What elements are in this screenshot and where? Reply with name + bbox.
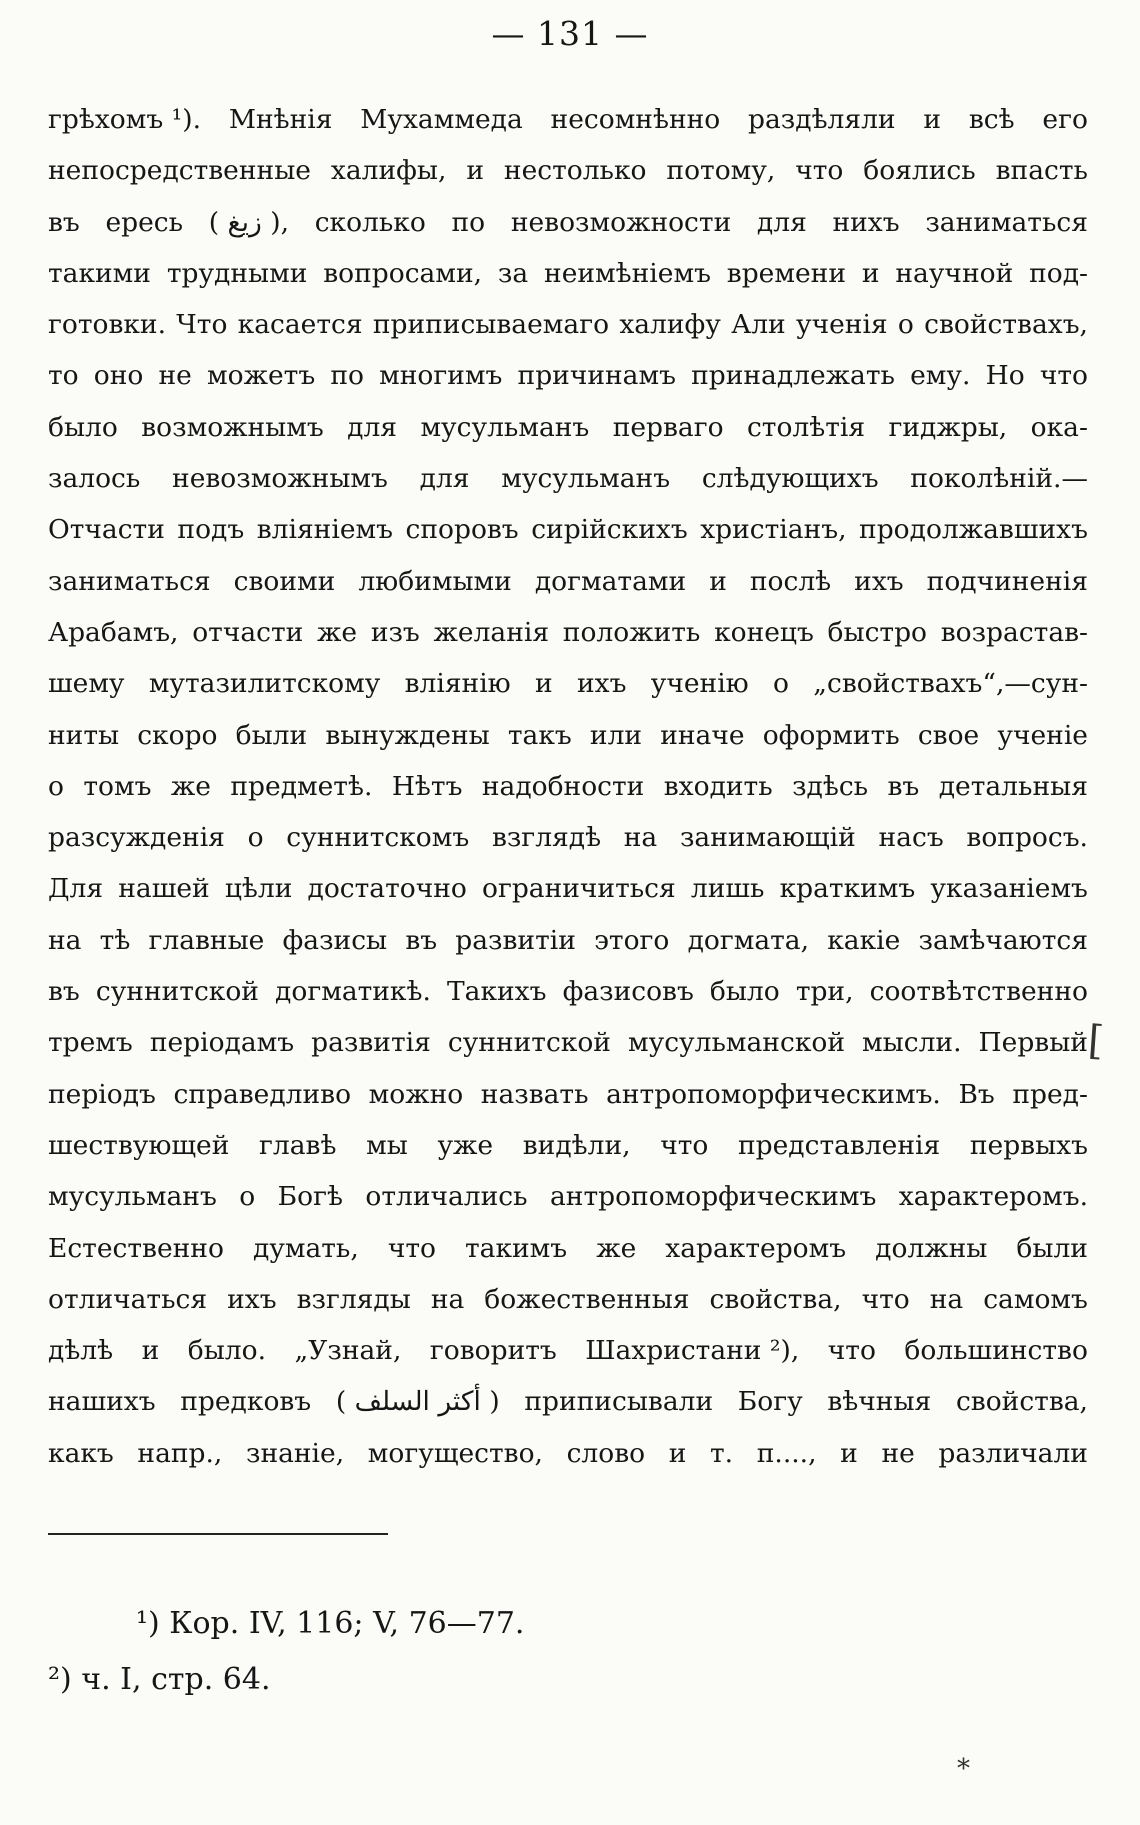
word: знаніе,: [245, 1437, 345, 1469]
word: о: [773, 668, 789, 700]
word: вынуждены: [325, 719, 490, 751]
word: ниты: [48, 719, 120, 751]
word: Богѣ: [277, 1181, 343, 1213]
word: тѣ: [99, 924, 131, 956]
word: халифы,: [330, 155, 447, 187]
word: антропоморфическимъ.: [606, 1078, 941, 1110]
word: должны: [875, 1232, 988, 1264]
word: томъ: [83, 770, 152, 802]
word: несомнѣнно: [550, 104, 721, 135]
word: готовки.: [48, 309, 167, 341]
word: разсужденія: [48, 822, 225, 854]
text-line: [48, 1120, 1088, 1171]
word: о: [239, 1181, 256, 1213]
text-line: [48, 197, 1088, 248]
word: большинство: [904, 1335, 1088, 1367]
word: ихъ: [227, 1283, 277, 1315]
word: всѣ: [968, 104, 1015, 135]
word: замѣчаются: [918, 924, 1088, 956]
word: же: [317, 616, 358, 648]
word: заниматься: [925, 206, 1088, 238]
word: приписывали: [524, 1386, 714, 1418]
word: достаточно: [307, 873, 467, 905]
word: и: [923, 104, 942, 135]
word: Что: [176, 309, 228, 341]
word: Шахристани ²),: [585, 1335, 800, 1367]
word: сирійскихъ: [531, 514, 688, 546]
word: дѣлѣ: [48, 1335, 114, 1367]
word: ока-: [1030, 411, 1088, 443]
text-line: [48, 1325, 1088, 1376]
word: раздѣляли: [748, 104, 896, 135]
footnote-2: ²) ч. I, стр. 64.: [48, 1662, 271, 1697]
word: въ: [405, 924, 438, 956]
word: главѣ: [259, 1129, 337, 1161]
word: могущество,: [367, 1437, 543, 1469]
word: краткимъ: [779, 873, 916, 905]
word: ересь: [105, 206, 184, 238]
word: божественныя: [484, 1283, 690, 1315]
word: ограничиться: [481, 873, 676, 905]
word: своими: [233, 565, 336, 597]
word: развитіи: [455, 924, 576, 956]
word: такими: [48, 257, 151, 289]
star-mark: *: [957, 1754, 970, 1784]
word: было.: [187, 1335, 267, 1367]
word: для: [756, 206, 807, 238]
word: предковъ: [180, 1386, 312, 1418]
text-line: [48, 1017, 1088, 1068]
text-line: [48, 94, 1088, 145]
word: догматикѣ.: [275, 976, 431, 1008]
word: вѣчныя: [827, 1386, 932, 1418]
word: самомъ: [983, 1283, 1088, 1315]
word: различали: [938, 1437, 1088, 1469]
word: то: [48, 360, 79, 392]
word: нашей: [118, 873, 210, 905]
word: конецъ: [714, 616, 814, 648]
margin-bracket-mark: [: [1086, 1017, 1106, 1065]
word: научной: [895, 257, 1014, 289]
word: указаніемъ: [930, 873, 1088, 905]
word: вопросъ.: [966, 822, 1088, 854]
text-line: [48, 1171, 1088, 1222]
word: не: [158, 360, 192, 392]
word: что: [795, 155, 844, 187]
word: и: [141, 1335, 160, 1367]
word: скоро: [137, 719, 218, 751]
word: отличаться: [48, 1283, 208, 1315]
word: свойства,: [955, 1386, 1088, 1418]
word: говоритъ: [429, 1335, 557, 1367]
word: ихъ: [576, 668, 627, 700]
word: Арабамъ,: [48, 616, 179, 648]
word: первыхъ: [969, 1129, 1088, 1161]
word: было: [709, 976, 780, 1008]
word: ихъ: [854, 565, 904, 597]
word: времени: [726, 257, 846, 289]
footnote-1: ¹) Кор. IV, 116; V, 76—77.: [136, 1606, 525, 1641]
word: фазисы: [282, 924, 388, 956]
word: же: [170, 770, 211, 802]
word: халифу: [619, 309, 721, 341]
text-line: [48, 1223, 1088, 1274]
word: продолжавшихъ: [859, 514, 1088, 546]
word: фазисовъ: [562, 976, 694, 1008]
word: слово: [566, 1437, 646, 1469]
text-line: [48, 299, 1088, 350]
word: свойства,: [709, 1283, 842, 1315]
word: и: [709, 565, 727, 597]
text-line: [48, 402, 1088, 453]
word: было: [48, 411, 118, 443]
word: надобности: [481, 770, 645, 802]
word: вліяніемъ: [256, 514, 393, 546]
word: можно: [368, 1078, 464, 1110]
word: антропоморфическимъ: [550, 1181, 877, 1213]
text-line: [48, 607, 1088, 658]
word: представленія: [737, 1129, 941, 1161]
text-line: [48, 966, 1088, 1017]
word: суннитской: [95, 976, 259, 1008]
word: принадлежать: [691, 360, 895, 392]
word: что: [861, 1283, 910, 1315]
word: нашихъ: [48, 1386, 156, 1418]
word: для: [419, 463, 470, 495]
word: Такихъ: [446, 976, 547, 1008]
word: „Узнай,: [294, 1335, 402, 1367]
word: шествующей: [48, 1129, 230, 1161]
word: подъ: [177, 514, 245, 546]
word: ученія: [796, 309, 888, 341]
word: или: [589, 719, 643, 751]
word: входить: [663, 770, 773, 802]
word: суннитской: [447, 1027, 611, 1059]
word: цѣли: [224, 873, 293, 905]
word: этого: [594, 924, 670, 956]
word: на: [48, 924, 82, 956]
word: видѣли,: [522, 1129, 631, 1161]
word: ученію: [650, 668, 749, 700]
word: характеромъ.: [898, 1181, 1088, 1213]
text-line: [48, 1428, 1088, 1479]
word: періодъ: [48, 1078, 156, 1110]
footnote-rule: [48, 1533, 388, 1535]
word: же: [596, 1232, 637, 1264]
word: перваго: [612, 411, 724, 443]
word: мутазилитскому: [148, 668, 381, 700]
text-line: [48, 453, 1088, 504]
word: причинамъ: [517, 360, 676, 392]
word: соотвѣтственно: [869, 976, 1088, 1008]
word: касается: [237, 309, 363, 341]
word: Для: [48, 873, 104, 905]
word: въ: [887, 770, 920, 802]
word: развитія: [311, 1027, 431, 1059]
word: любимыми: [358, 565, 512, 597]
word: боялись: [863, 155, 976, 187]
footnotes: [48, 1596, 1048, 1708]
word: взглядѣ: [491, 822, 602, 854]
word: мусульманской: [628, 1027, 845, 1059]
word: ученіе: [997, 719, 1088, 751]
word: ( أكثر السلف ): [335, 1386, 500, 1418]
word: отличались: [365, 1181, 528, 1213]
text-line: [48, 248, 1088, 299]
word: неимѣніемъ: [544, 257, 711, 289]
text-line: [48, 710, 1088, 761]
word: грѣхомъ ¹).: [48, 104, 202, 135]
word: поколѣній.—: [910, 463, 1088, 495]
word: и: [668, 1437, 687, 1469]
word: какіе: [827, 924, 901, 956]
word: Нѣтъ: [391, 770, 463, 802]
text-line: [48, 1274, 1088, 1325]
word: характеромъ: [665, 1232, 847, 1264]
word: вопросами,: [323, 257, 483, 289]
word: иначе: [660, 719, 745, 751]
word: и: [535, 668, 553, 700]
word: Али: [731, 309, 786, 341]
word: что: [387, 1232, 436, 1264]
word: потому,: [666, 155, 776, 187]
word: думать,: [252, 1232, 359, 1264]
word: христіанъ,: [700, 514, 847, 546]
word: нестолько: [503, 155, 647, 187]
word: назвать: [480, 1078, 589, 1110]
word: приписываемаго: [372, 309, 610, 341]
word: насъ: [878, 822, 944, 854]
word: нихъ: [832, 206, 900, 238]
page-number: — 131 —: [491, 14, 649, 53]
word: сколько: [314, 206, 426, 238]
word: по: [451, 206, 486, 238]
text-line: [48, 915, 1088, 966]
word: на: [430, 1283, 465, 1315]
word: Первый: [978, 1027, 1088, 1059]
word: шему: [48, 668, 125, 700]
word: были: [235, 719, 308, 751]
word: справедливо: [173, 1078, 352, 1110]
word: Мухаммеда: [360, 104, 523, 135]
word: залось: [48, 463, 141, 495]
word: мусульманъ: [501, 463, 671, 495]
word: какъ: [48, 1437, 114, 1469]
word: предметѣ.: [230, 770, 373, 802]
word: ( زيغ ),: [208, 206, 289, 238]
word: что: [1039, 360, 1088, 392]
word: такъ: [507, 719, 572, 751]
word: по: [330, 360, 364, 392]
word: были: [1016, 1232, 1088, 1264]
word: догмата,: [687, 924, 810, 956]
word: три,: [795, 976, 854, 1008]
word: занимающій: [679, 822, 856, 854]
word: трудными: [166, 257, 308, 289]
word: въ: [48, 206, 80, 238]
word: здѣсь: [792, 770, 869, 802]
word: Богу: [737, 1386, 803, 1418]
word: споровъ: [405, 514, 519, 546]
word: мусульманъ: [48, 1181, 217, 1213]
word: главные: [148, 924, 265, 956]
word: ему.: [910, 360, 971, 392]
word: Но: [985, 360, 1025, 392]
word: отчасти: [192, 616, 304, 648]
word: мы: [366, 1129, 408, 1161]
word: многимъ: [379, 360, 503, 392]
text-line: [48, 1069, 1088, 1120]
word: за: [497, 257, 529, 289]
word: столѣтія: [746, 411, 866, 443]
word: тремъ: [48, 1027, 133, 1059]
word: изъ: [370, 616, 420, 648]
word: на: [929, 1283, 964, 1315]
word: слѣдующихъ: [701, 463, 879, 495]
word: п....,: [756, 1437, 817, 1469]
word: т.: [710, 1437, 734, 1469]
word: невозможнымъ: [172, 463, 388, 495]
word: о: [247, 822, 264, 854]
word: взгляды: [296, 1283, 411, 1315]
text-line: [48, 812, 1088, 863]
word: возрастав-: [940, 616, 1088, 648]
word: и: [861, 257, 880, 289]
word: пред-: [1012, 1078, 1088, 1110]
word: не: [881, 1437, 915, 1469]
text-line: [48, 863, 1088, 914]
word: что: [660, 1129, 709, 1161]
word: Мнѣнія: [228, 104, 333, 135]
word: и: [840, 1437, 858, 1469]
word: непосредственные: [48, 155, 311, 187]
word: свойствахъ,: [924, 309, 1088, 341]
word: догматами: [534, 565, 687, 597]
word: возможнымъ: [141, 411, 324, 443]
word: въ: [48, 976, 80, 1008]
word: что: [827, 1335, 876, 1367]
word: и: [466, 155, 484, 187]
word: вліянію: [404, 668, 511, 700]
body-text: [48, 94, 1088, 1479]
word: под-: [1029, 257, 1088, 289]
word: Отчасти: [48, 514, 165, 546]
word: быстро: [827, 616, 928, 648]
word: свое: [917, 719, 980, 751]
word: „свойствахъ“,—сун-: [813, 668, 1088, 700]
text-line: [48, 761, 1088, 812]
word: мусульманъ: [420, 411, 590, 443]
word: гиджры,: [888, 411, 1008, 443]
word: мысли.: [862, 1027, 962, 1059]
word: впасть: [995, 155, 1088, 187]
word: желанія: [433, 616, 550, 648]
word: послѣ: [749, 565, 832, 597]
text-line: [48, 350, 1088, 401]
word: на: [623, 822, 658, 854]
text-line: [48, 504, 1088, 555]
word: напр.,: [137, 1437, 223, 1469]
word: о: [48, 770, 64, 802]
text-line: [48, 556, 1088, 607]
text-line: [48, 145, 1088, 196]
word: положить: [562, 616, 701, 648]
word: уже: [437, 1129, 494, 1161]
word: Естественно: [48, 1232, 224, 1264]
word: такимъ: [465, 1232, 568, 1264]
word: Въ: [958, 1078, 995, 1110]
word: детальныя: [938, 770, 1088, 802]
word: невозможности: [510, 206, 732, 238]
text-line: [48, 1376, 1088, 1427]
word: лишь: [690, 873, 765, 905]
word: оно: [93, 360, 144, 392]
word: для: [347, 411, 398, 443]
word: можетъ: [207, 360, 316, 392]
word: о: [897, 309, 914, 341]
word: періодамъ: [149, 1027, 295, 1059]
word: суннитскомъ: [286, 822, 470, 854]
word: подчиненія: [926, 565, 1088, 597]
word: заниматься: [48, 565, 211, 597]
text-line: [48, 658, 1088, 709]
word: его: [1042, 104, 1088, 135]
word: оформить: [762, 719, 900, 751]
